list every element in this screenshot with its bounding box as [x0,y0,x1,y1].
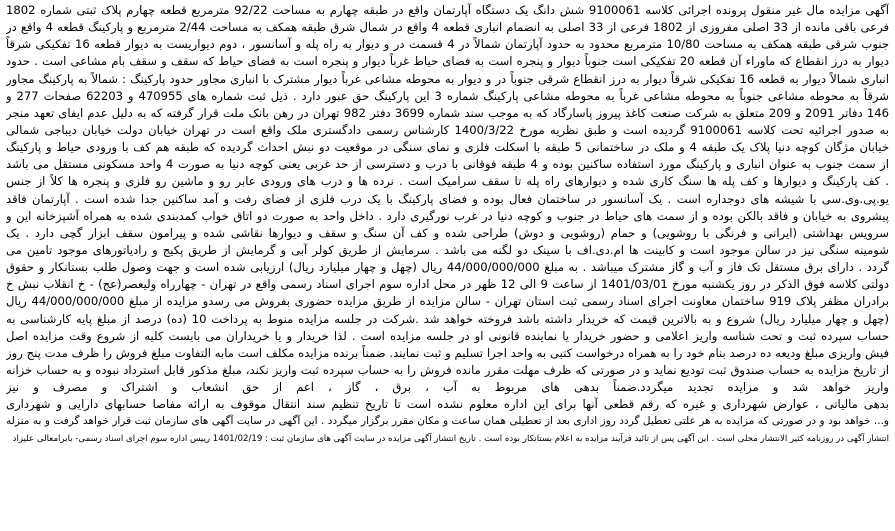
notice-line: برادران مظفر پلاک 919 ساختمان معاونت اجرای اسناد رسمی ثبت استان تهران - سالن مزایده از طریق مزایده حضوری بفروش می رسدو مزایده از مبلغ 44/000/000/000 ریال [6,294,889,309]
notice-line: و... خواهد بود و در صورتی که مزایده به هر علتی تعطیل گردد روز اداری بعد از تعطیلی همان ساعت و مکان مقرر برگزار میگردد . این آگهی در سایت آگهی های سازمان ثبت قرار خواهد گرفت و به منزله [6,415,889,428]
notice-line: بدهی مالیاتی ، عوارض شهرداری و غیره که رقم قطعی آنها برای این اداره معلوم نشده است تا تاریخ تنظیم سند انتقال موقوف به ارائه مفاصا حسابهای دارایی و شهرداری [6,397,889,412]
notice-line: از سمت جنوب به عنوان انباری و پارکینگ مورد استفاده ساکنین بوده و 4 طبقه فوقانی با درب و دسترسی از حد غربی یعنی کوچه دنیا به صورت 4 واحد مسکونی مستقل می باشد [6,157,889,172]
notice-line: واریز خواهد شد و مزایده تجدید میگردد.ضمناً بدهی های مربوط به آب ، برق ، گاز ، اعم از حق انشعاب و اشتراک و مصرف و نیز [6,380,889,395]
notice-line: از تاریخ مزایده به حساب صندوق ثبت تودیع نماید و در صورتی که ظرف مهلت مقرر مانده فروش را به حساب سپرده ثبت واریز نکند، مبلغ مذکور قابل استرداد نبوده و به حساب خزانه [6,362,889,377]
notice-line: یو.پی.وی.سی با شیشه های دوجداره است . یک آسانسور در ساختمان فعال بوده و فضای پارکینگ با یک درب فلزی از فضای رفت و آمد ساکنین جدا شده است . آپارتمان فاقد [6,191,889,206]
notice-line: 146 دفاتر 2091 و 209 متعلق به شرکت صنعت کاغذ پیروز پاسارگاد که به موجب سند شماره 3699 دفتر 982 تهران در رهن بانک ملت قرار گرفته که به دلیل عدم ایفای تعهد منجر [6,105,889,120]
notice-line: انتشار آگهی در روزنامه کثیر الانتشار محلی است . این آگهی پس از تائید فرآیند مزایده به اعلام بستانکار بوده است . تاریخ انتشار آگهی مزایده در سایت آگهی های سازمان ثبت : 1401/02/19 رییس اداره سوم اجرای اسناد رسمی- بابرامعالی علیزاد [12,433,889,444]
notice-line: سرویس بهداشتی (ایرانی و فرنگی با روشویی) و حمام (روشویی و دوش) طراحی شده و کف آن سنگ و سقف و دیوارها نقاشی شده و پیرامون سقف ابزار گچی دارد . یک [6,225,889,240]
notice-line: گردد . دارای برق مستقل تک فاز و آب و گاز مشترک میباشد . به مبلغ 44/000/000/000 ریال (چهل و چهار میلیارد ریال) ارزیابی شده است و جهت وصول طلب بستانکار و حقوق [6,260,889,275]
notice-line: خیابان مژگان کوچه دنیا پلاک یک طبقه 4 و ملک در ساختمانی 5 طبقه با اسکلت فلزی و نمای سنگی در موقعیت دو نبش احداث گردیده که طبقه هم کف با ورودی حیاط و پارکینگ [6,140,889,155]
notice-line: دولتی کلاسه فوق الذکر در روز یکشنبه مورخ 1401/03/01 از ساعت 9 الی 12 ظهر در محل اداره سوم اجرای اسناد رسمی واقع در تهران - چهارراه ولیعصر(عج) - خ انقلاب نبش خ [6,277,889,292]
notice-line: فیش واریزی مبلغ ودیعه ده درصد بنام خود را به همراه درخواست کتبی به واحد اجرا تسلیم و ثبت نمایند. ضمناً برنده مزایده مکلف است مابه التفاوت مبلغ فروش را ظرف مدت پنج روز [6,345,889,360]
notice-line: انباری شمالاً دیوار به قطعه 16 تفکیکی شرقاً دیوار به درز انقطاع شرقی جنوباً در و دیوار به محوطه مشاعی غرباً دیوار مشترک با انباری مجاور حدود پارکینگ : شمالاً به پارکینگ مجاور [6,71,889,86]
notice-line: به صدور اجرائیه تحت کلاسه 9100061 گردیده است و طبق نظریه مورخ 1400/3/22 کارشناس رسمی دادگستری ملک واقع است در تهران خیابان دولت خیابان دیباجی شمالی [6,122,889,137]
notice-line: فرعی باقی مانده از 33 اصلی مفروزی از 1802 فرعی از 33 اصلی به انضمام انباری قطعه 4 واقع در شمال شرق طبقه همکف به مساحت 2/44 مترمربع و پارکینگ قطعه 4 واقع در [6,20,889,35]
notice-line: . کف پارکینگ و دیوارها و کف پله ها سنگ کاری شده و دیوارهای راه پله تا سقف سرامیک است . نرده ها و درب های ورودی عابر رو و ماشین رو فلزی و پنجره ها کلاً از جنس [6,174,889,189]
notice-line: (چهل و چهار میلیارد ریال) شروع و به بالاترین قیمت که خریدار داشته باشد فروخته خواهد شد .شرکت در جلسه مزایده منوط به پرداخت 10 (ده) درصد از مبلغ پایه کارشناسی به [6,311,889,326]
notice-line: دیوار به درز انقطاع که ماوراء آن قطعه 20 تفکیکی است جنوباً دیوار و پنجره است به فضای حیاط غرباً دیوار و پنجره است به فضای حیاط که سقف و سقف بام مشاعی است . حدود [6,54,889,69]
notice-line: آگهی مزایده مال غیر منقول پرونده اجرائی کلاسه 9100061 شش دانگ یک دستگاه آپارتمان واقع در طبقه چهارم به مساحت 92/22 مترمربع قطعه چهارم پلاک ثبتی شماره 1802 [6,3,889,17]
notice-line: پیشروی به خیابان و فاقد بالکن بوده و از سمت های حیاط در جنوب و کوچه دنیا در غرب نورگیری دارد . داخل واحد به صورت دو اتاق خواب کمدبندی شده به همراه آشپزخانه این و [6,208,889,223]
notice-line: شرقاً به محوطه مشاعی جنوباً به محوطه مشاعی غرباً به محوطه مشاعی پارکینگ شماره 3 این پارکینگ حق عبور دارد . ذیل ثبت شماره های 470955 و 62203 صفحات 277 و [6,88,889,103]
notice-line: حساب سپرده ثبت و تحت شناسه واریز اعلامی و حضور خریدار یا نماینده قانونی او در جلسه مزایده است . لذا خریدار و یا خریداران می بایست کلیه از شروع وقت مزایده اصل [6,328,889,343]
notice-line: جنوب شرقی طبقه همکف به مساحت 10/80 مترمربع محدود به حدود آپارتمان شمالاً در 4 قسمت در و دیوار به راه پله و آسانسور ، دوم دیواریست به دیوار قطعه 16 تفکیکی شرقاً [6,37,889,52]
notice-line: شومینه سنگی نیز در سالن موجود است و کابینت ها ام.دی.اف با سینک دو لگنه می باشد . سرمایش از طریق کولر آبی و گرمایش از طریق پکیج و رادیاتورهای موجود تامین می [6,242,889,257]
